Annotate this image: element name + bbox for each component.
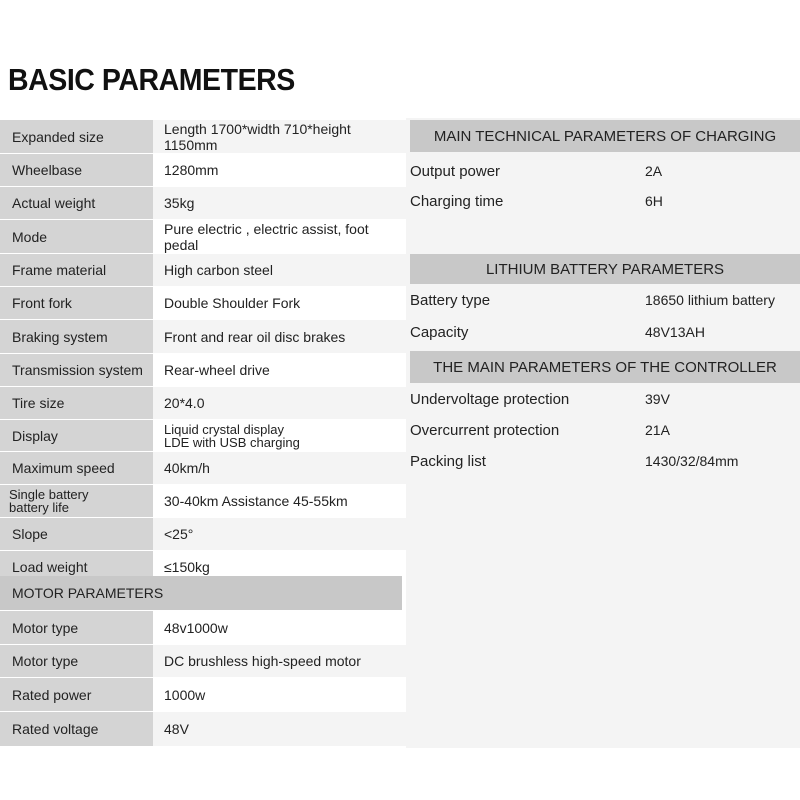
table-row [0, 452, 406, 484]
charging-parameters-header [410, 120, 800, 152]
spec-label: Charging time [410, 192, 504, 210]
table-row [0, 187, 406, 219]
row-label: Motor type [0, 611, 153, 644]
row-value: 30-40km Assistance 45-55km [164, 493, 348, 509]
table-row [0, 420, 406, 451]
row-value: 35kg [164, 195, 195, 211]
row-value: Rear-wheel drive [164, 362, 270, 378]
row-label: Transmission system [0, 354, 153, 386]
table-row [0, 220, 406, 253]
row-value: ≤150kg [164, 559, 210, 575]
motor-parameters-header [0, 576, 402, 610]
row-label-line: Single battery [9, 487, 89, 502]
spec-label: Output power [410, 162, 501, 180]
table-row [0, 485, 406, 517]
table-row [0, 712, 406, 746]
row-label: Braking system [0, 320, 153, 353]
row-value: DC brushless high-speed motor [164, 653, 361, 669]
table-row [0, 154, 406, 186]
row-label: Slope [0, 518, 153, 550]
table-row [0, 287, 406, 319]
battery-parameters-header [410, 254, 800, 284]
controller-parameters-title: THE MAIN PARAMETERS OF THE CONTROLLER [433, 358, 777, 376]
spec-label: Packing list [410, 452, 486, 470]
row-label: Front fork [0, 287, 153, 319]
table-row [0, 120, 406, 153]
table-row [0, 387, 406, 419]
spec-label: Undervoltage protection [410, 390, 570, 408]
row-value: 40km/h [164, 460, 210, 476]
row-label: Actual weight [0, 187, 153, 219]
row-value: 20*4.0 [164, 395, 205, 411]
table-row [0, 611, 406, 644]
page-title: BASIC PARAMETERS [8, 62, 295, 97]
row-label: Tire size [0, 387, 153, 419]
table-row [0, 354, 406, 386]
row-value: 48V [164, 721, 189, 737]
row-label: Motor type [0, 645, 153, 677]
row-value: <25° [164, 526, 194, 542]
table-row [0, 645, 406, 677]
spec-value: 1430/32/84mm [645, 453, 739, 469]
spec-value: 2A [645, 163, 663, 179]
row-label: Display [0, 420, 153, 451]
row-value: Pure electric , electric assist, foot pedal [164, 220, 369, 253]
row-value: 48v1000w [164, 619, 228, 636]
table-row [0, 254, 406, 286]
row-label: Mode [0, 220, 153, 253]
row-label: Maximum speed [0, 452, 153, 484]
row-label [0, 485, 153, 517]
spec-label: Overcurrent protection [410, 421, 560, 439]
row-value-line: LDE with USB charging [164, 434, 300, 450]
spec-label: Battery type [410, 291, 491, 309]
row-value: Length 1700*width 710*height 1150mm [164, 120, 351, 153]
row-value [154, 420, 406, 451]
table-row [0, 518, 406, 550]
row-label: Frame material [0, 254, 153, 286]
row-label-line: battery life [9, 500, 69, 515]
row-value-line: Liquid crystal display [164, 421, 284, 437]
controller-parameters-header [410, 351, 800, 383]
spec-value: 6H [645, 193, 663, 209]
basic-parameters-table [0, 120, 406, 748]
row-label: Rated power [0, 678, 153, 711]
row-value: 1280mm [164, 162, 219, 178]
battery-parameters-title: LITHIUM BATTERY PARAMETERS [485, 260, 725, 278]
row-value: 1000w [164, 686, 206, 703]
row-label: Expanded size [0, 120, 153, 153]
row-value: High carbon steel [164, 262, 273, 278]
row-label: Wheelbase [0, 154, 153, 186]
charging-parameters-title: MAIN TECHNICAL PARAMETERS OF CHARGING [433, 127, 777, 145]
row-label: Load weight [0, 551, 153, 583]
row-value: Double Shoulder Fork [164, 295, 301, 311]
spec-value: 21A [645, 422, 670, 438]
table-row [0, 320, 406, 353]
table-row [0, 678, 406, 711]
spec-label: Capacity [410, 323, 469, 341]
spec-value: 18650 lithium battery [645, 292, 775, 308]
row-value: Front and rear oil disc brakes [164, 328, 346, 345]
row-label: Rated voltage [0, 712, 153, 746]
spec-value: 39V [645, 391, 670, 407]
motor-parameters-title: MOTOR PARAMETERS [12, 585, 164, 601]
spec-value: 48V13AH [645, 324, 705, 340]
